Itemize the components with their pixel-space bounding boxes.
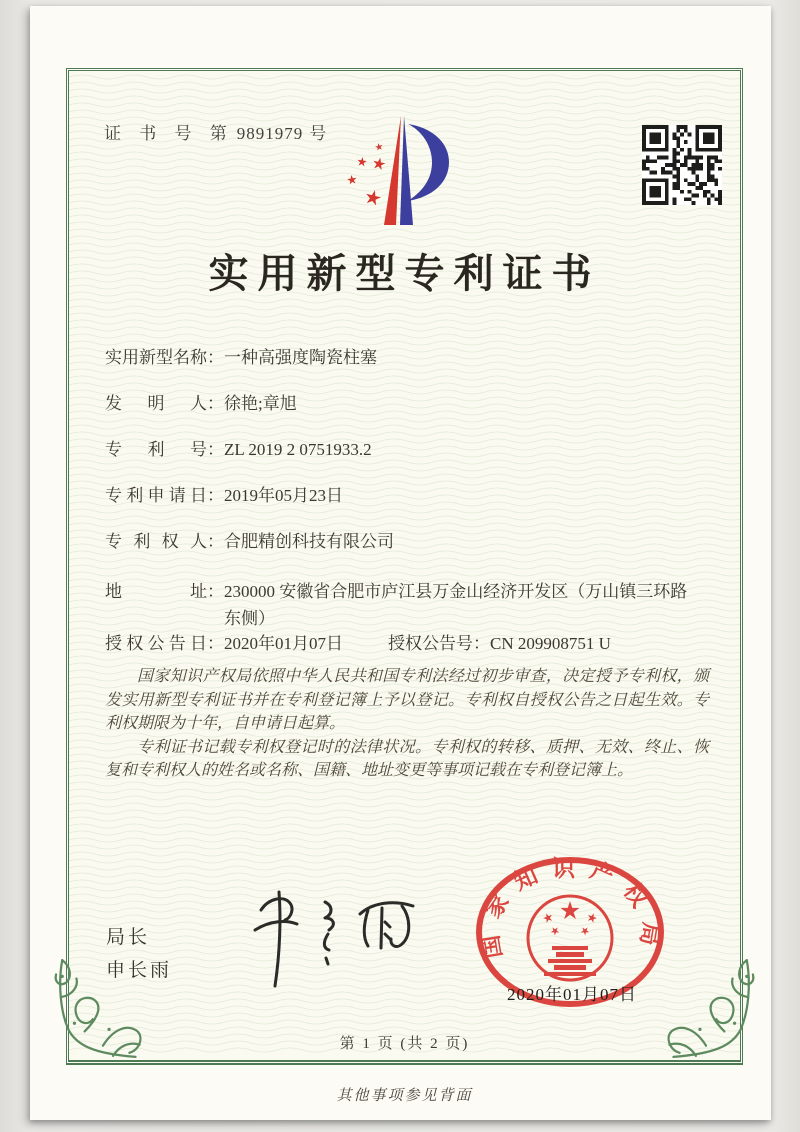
field-row-address (105, 578, 720, 632)
cert-number-prefix: 证 书 号 第 (104, 124, 234, 143)
seal-agency-text: 国家知识产权局 (475, 855, 665, 961)
back-note: 其他事项参见背面 (336, 1088, 473, 1104)
certificate-page (30, 6, 771, 1120)
colon: ： (207, 440, 224, 459)
field-value-inventor: 徐艳;章旭 (224, 394, 297, 413)
field-row-patent-number (105, 436, 720, 463)
field-label-address: 地址 (105, 582, 207, 601)
grant-number-label: 授权公告号 (388, 634, 473, 653)
field-label-patentee: 专利权人 (105, 532, 207, 551)
grant-number-value: CN 209908751 U (490, 634, 611, 653)
colon: ： (207, 486, 224, 505)
colon: ： (207, 582, 224, 601)
field-label-inventor: 发明人 (105, 394, 207, 413)
signer-name: 申长雨 (106, 960, 173, 981)
colon: ： (473, 634, 490, 653)
field-label-name: 实用新型名称 (105, 348, 207, 367)
legal-text (105, 665, 709, 783)
field-value-address: 230000 安徽省合肥市庐江县万金山经济开发区（万山镇三环路东侧） (224, 582, 688, 628)
field-row-inventor (105, 390, 720, 417)
field-label-patent-number: 专利号 (105, 440, 207, 459)
legal-paragraph-2: 专利证书记载专利权登记时的法律状况。专利权的转移、质押、无效、终止、恢复和专利权人的姓名或名称、国籍、地址变更等事项记载在专利登记簿上。 (105, 738, 709, 780)
field-value-name: 一种高强度陶瓷柱塞 (224, 348, 377, 367)
field-label-grant-date: 授权公告日 (105, 634, 207, 653)
field-row-grant (105, 630, 720, 657)
cert-number-value: 9891979 (236, 124, 304, 143)
page-indicator: 第 1 页 (共 2 页) (339, 1036, 470, 1052)
legal-paragraph-1: 国家知识产权局依照中华人民共和国专利法经过初步审查，决定授予专利权，颁发实用新型专利证书并在专利登记簿上予以登记。专利权自授权公告之日起生效。专利权期限为十年，自申请日起算。 (105, 668, 709, 733)
seal-date: 2020年01月07日 (507, 985, 637, 1004)
field-label-filing-date: 专利申请日 (105, 486, 207, 505)
field-value-patentee: 合肥精创科技有限公司 (224, 532, 394, 551)
field-value-patent-number: ZL 2019 2 0751933.2 (224, 440, 372, 459)
colon: ： (207, 348, 224, 367)
cert-number-suffix: 号 (309, 124, 327, 143)
signer-title: 局长 (106, 927, 151, 948)
field-value-filing-date: 2019年05月23日 (224, 486, 343, 505)
field-row-filing-date (105, 482, 720, 509)
qr-code (642, 125, 722, 205)
certificate-title: 实用新型专利证书 (208, 251, 601, 296)
field-value-grant-date: 2020年01月07日 (224, 634, 343, 653)
colon: ： (207, 532, 224, 551)
cnipa-logo-icon (328, 110, 478, 232)
field-row-patentee (105, 528, 720, 555)
national-emblem-icon (528, 896, 612, 980)
colon: ： (207, 634, 224, 653)
commissioner-signature-icon (225, 878, 425, 993)
certificate-number (104, 119, 326, 144)
field-row-name (105, 344, 720, 371)
colon: ： (207, 394, 224, 413)
